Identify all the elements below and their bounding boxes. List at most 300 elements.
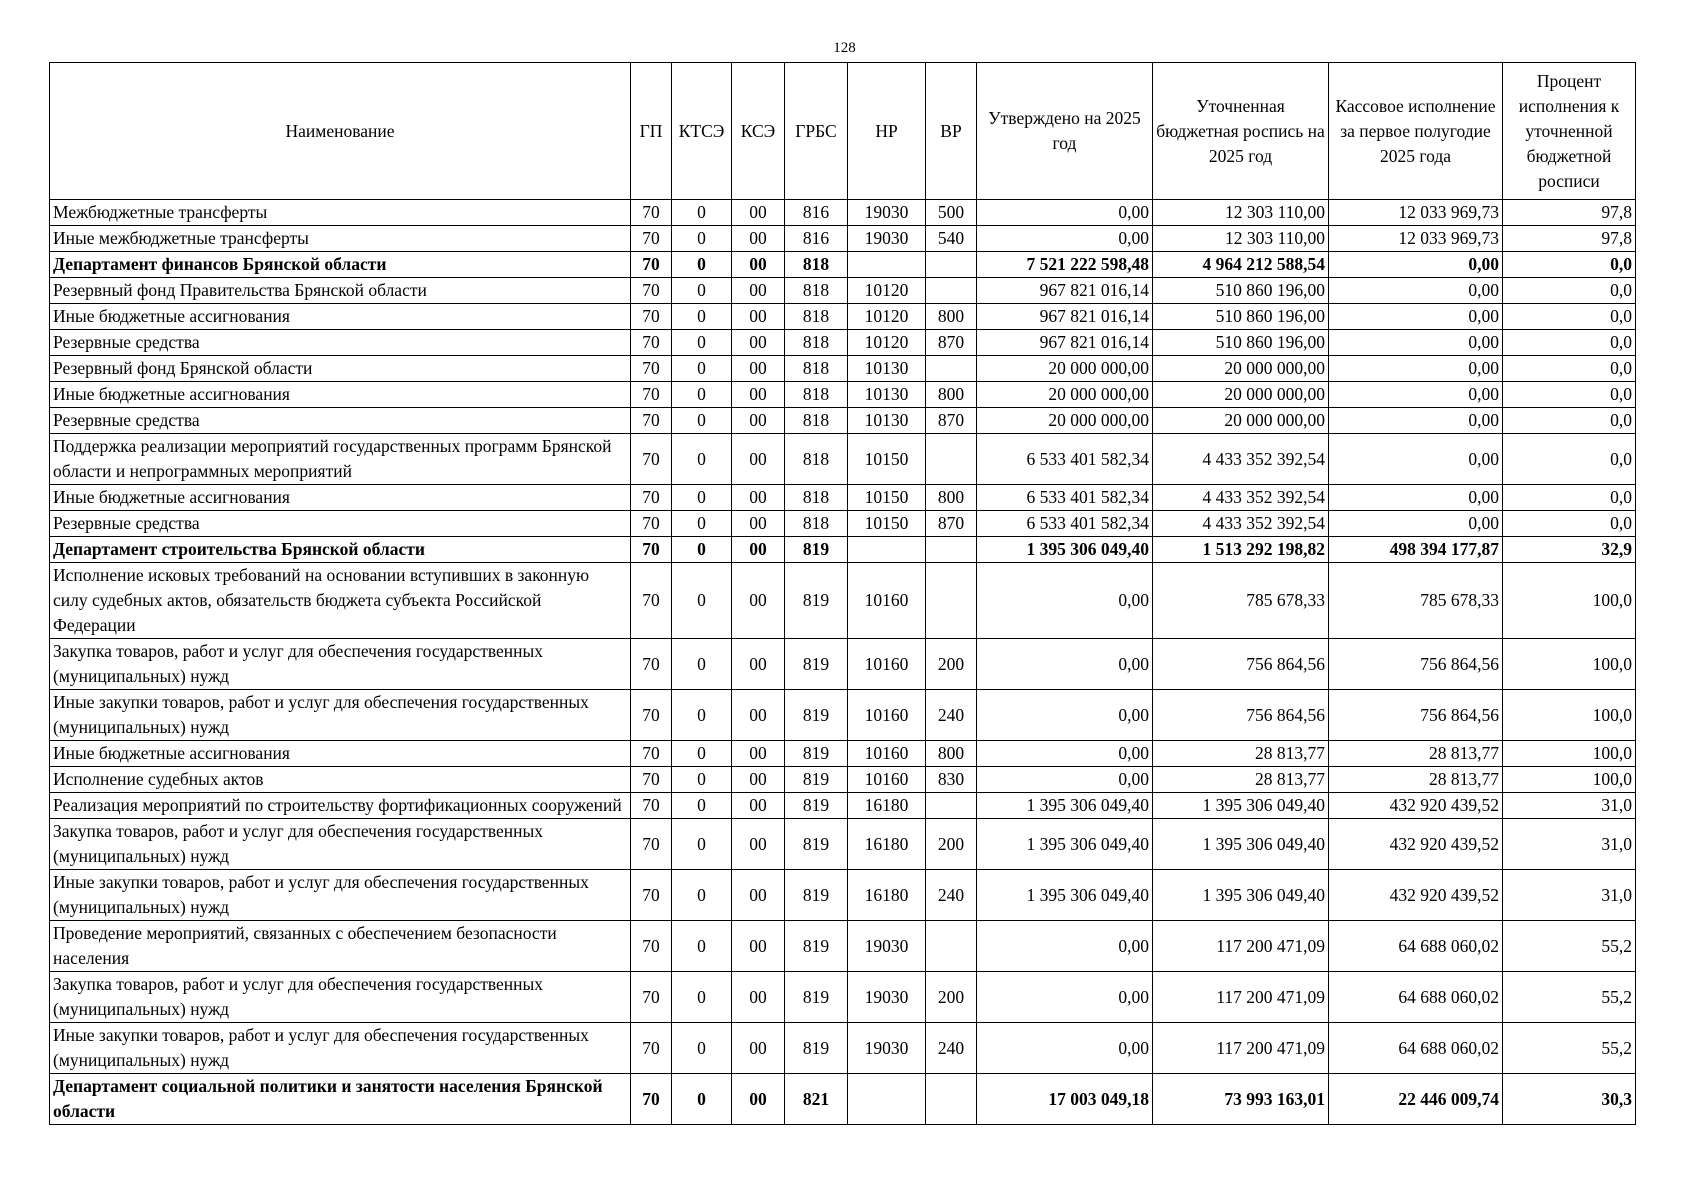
cell-refined: 117 200 471,09 bbox=[1153, 972, 1329, 1023]
cell-approved: 967 821 016,14 bbox=[977, 304, 1153, 330]
cell-kse: 00 bbox=[732, 819, 785, 870]
cell-approved: 6 533 401 582,34 bbox=[977, 511, 1153, 537]
header-approved: Утверждено на 2025 год bbox=[977, 63, 1153, 200]
cell-vr: 240 bbox=[926, 1023, 977, 1074]
cell-ktse: 0 bbox=[672, 690, 732, 741]
cell-name: Иные бюджетные ассигнования bbox=[50, 304, 631, 330]
cell-nr: 19030 bbox=[848, 921, 926, 972]
cell-approved: 6 533 401 582,34 bbox=[977, 485, 1153, 511]
table-row bbox=[50, 537, 1636, 563]
cell-percent: 55,2 bbox=[1503, 921, 1636, 972]
cell-name: Исполнение исковых требований на основании вступивших в законную силу судебных актов, обязательств бюджета субъекта Российской Федерации bbox=[50, 563, 631, 639]
cell-refined: 510 860 196,00 bbox=[1153, 330, 1329, 356]
cell-cash: 498 394 177,87 bbox=[1329, 537, 1503, 563]
cell-kse: 00 bbox=[732, 200, 785, 226]
cell-name: Департамент социальной политики и занятости населения Брянской области bbox=[50, 1074, 631, 1125]
cell-percent: 97,8 bbox=[1503, 226, 1636, 252]
cell-vr: 500 bbox=[926, 200, 977, 226]
cell-nr: 10130 bbox=[848, 408, 926, 434]
cell-name: Резервный фонд Правительства Брянской области bbox=[50, 278, 631, 304]
cell-ktse: 0 bbox=[672, 819, 732, 870]
table-row bbox=[50, 1074, 1636, 1125]
cell-approved: 0,00 bbox=[977, 690, 1153, 741]
cell-grbs: 818 bbox=[785, 511, 848, 537]
cell-grbs: 818 bbox=[785, 382, 848, 408]
cell-refined: 20 000 000,00 bbox=[1153, 408, 1329, 434]
cell-approved: 17 003 049,18 bbox=[977, 1074, 1153, 1125]
cell-kse: 00 bbox=[732, 1023, 785, 1074]
table-row bbox=[50, 382, 1636, 408]
cell-percent: 30,3 bbox=[1503, 1074, 1636, 1125]
cell-ktse: 0 bbox=[672, 793, 732, 819]
cell-refined: 4 433 352 392,54 bbox=[1153, 511, 1329, 537]
budget-table bbox=[49, 62, 1636, 1125]
cell-ktse: 0 bbox=[672, 639, 732, 690]
cell-ktse: 0 bbox=[672, 921, 732, 972]
cell-ktse: 0 bbox=[672, 330, 732, 356]
cell-kse: 00 bbox=[732, 767, 785, 793]
cell-grbs: 821 bbox=[785, 1074, 848, 1125]
table-row bbox=[50, 511, 1636, 537]
header-name: Наименование bbox=[50, 63, 631, 200]
cell-ktse: 0 bbox=[672, 511, 732, 537]
cell-approved: 20 000 000,00 bbox=[977, 408, 1153, 434]
cell-cash: 756 864,56 bbox=[1329, 690, 1503, 741]
cell-nr: 16180 bbox=[848, 819, 926, 870]
cell-gp: 70 bbox=[631, 741, 672, 767]
cell-name: Иные бюджетные ассигнования bbox=[50, 382, 631, 408]
cell-kse: 00 bbox=[732, 485, 785, 511]
cell-name: Закупка товаров, работ и услуг для обеспечения государственных (муниципальных) нужд bbox=[50, 972, 631, 1023]
cell-grbs: 819 bbox=[785, 972, 848, 1023]
cell-nr: 16180 bbox=[848, 793, 926, 819]
cell-cash: 0,00 bbox=[1329, 252, 1503, 278]
cell-nr: 10150 bbox=[848, 511, 926, 537]
cell-grbs: 816 bbox=[785, 200, 848, 226]
table-row bbox=[50, 972, 1636, 1023]
cell-grbs: 819 bbox=[785, 741, 848, 767]
cell-percent: 100,0 bbox=[1503, 767, 1636, 793]
cell-percent: 0,0 bbox=[1503, 434, 1636, 485]
header-gp: ГП bbox=[631, 63, 672, 200]
cell-name: Проведение мероприятий, связанных с обеспечением безопасности населения bbox=[50, 921, 631, 972]
cell-grbs: 818 bbox=[785, 304, 848, 330]
cell-vr bbox=[926, 793, 977, 819]
cell-percent: 0,0 bbox=[1503, 304, 1636, 330]
cell-ktse: 0 bbox=[672, 356, 732, 382]
cell-percent: 32,9 bbox=[1503, 537, 1636, 563]
cell-percent: 31,0 bbox=[1503, 819, 1636, 870]
cell-cash: 0,00 bbox=[1329, 408, 1503, 434]
cell-cash: 0,00 bbox=[1329, 278, 1503, 304]
cell-nr: 10160 bbox=[848, 639, 926, 690]
cell-grbs: 819 bbox=[785, 870, 848, 921]
cell-gp: 70 bbox=[631, 639, 672, 690]
cell-vr bbox=[926, 434, 977, 485]
cell-vr bbox=[926, 921, 977, 972]
cell-grbs: 818 bbox=[785, 330, 848, 356]
cell-nr: 19030 bbox=[848, 1023, 926, 1074]
cell-cash: 12 033 969,73 bbox=[1329, 226, 1503, 252]
cell-kse: 00 bbox=[732, 563, 785, 639]
cell-kse: 00 bbox=[732, 408, 785, 434]
cell-percent: 31,0 bbox=[1503, 793, 1636, 819]
cell-name: Поддержка реализации мероприятий государственных программ Брянской области и непрограммных мероприятий bbox=[50, 434, 631, 485]
table-row bbox=[50, 434, 1636, 485]
cell-refined: 1 395 306 049,40 bbox=[1153, 870, 1329, 921]
cell-approved: 6 533 401 582,34 bbox=[977, 434, 1153, 485]
cell-refined: 28 813,77 bbox=[1153, 767, 1329, 793]
cell-gp: 70 bbox=[631, 1074, 672, 1125]
cell-refined: 4 433 352 392,54 bbox=[1153, 485, 1329, 511]
cell-cash: 0,00 bbox=[1329, 511, 1503, 537]
cell-approved: 0,00 bbox=[977, 767, 1153, 793]
cell-cash: 64 688 060,02 bbox=[1329, 921, 1503, 972]
cell-nr: 10120 bbox=[848, 330, 926, 356]
cell-cash: 432 920 439,52 bbox=[1329, 793, 1503, 819]
cell-name: Иные закупки товаров, работ и услуг для обеспечения государственных (муниципальных) нужд bbox=[50, 870, 631, 921]
cell-cash: 12 033 969,73 bbox=[1329, 200, 1503, 226]
cell-ktse: 0 bbox=[672, 870, 732, 921]
cell-name: Департамент финансов Брянской области bbox=[50, 252, 631, 278]
cell-cash: 756 864,56 bbox=[1329, 639, 1503, 690]
cell-percent: 0,0 bbox=[1503, 511, 1636, 537]
cell-grbs: 819 bbox=[785, 767, 848, 793]
cell-gp: 70 bbox=[631, 226, 672, 252]
table-row bbox=[50, 278, 1636, 304]
cell-name: Иные межбюджетные трансферты bbox=[50, 226, 631, 252]
cell-name: Исполнение судебных актов bbox=[50, 767, 631, 793]
cell-kse: 00 bbox=[732, 537, 785, 563]
cell-gp: 70 bbox=[631, 819, 672, 870]
cell-name: Резервные средства bbox=[50, 408, 631, 434]
cell-name: Реализация мероприятий по строительству фортификационных сооружений bbox=[50, 793, 631, 819]
cell-nr: 16180 bbox=[848, 870, 926, 921]
table-row bbox=[50, 767, 1636, 793]
cell-name: Закупка товаров, работ и услуг для обеспечения государственных (муниципальных) нужд bbox=[50, 819, 631, 870]
cell-refined: 1 513 292 198,82 bbox=[1153, 537, 1329, 563]
header-grbs: ГРБС bbox=[785, 63, 848, 200]
cell-cash: 64 688 060,02 bbox=[1329, 972, 1503, 1023]
cell-ktse: 0 bbox=[672, 1074, 732, 1125]
cell-kse: 00 bbox=[732, 356, 785, 382]
cell-refined: 510 860 196,00 bbox=[1153, 304, 1329, 330]
table-row bbox=[50, 330, 1636, 356]
cell-gp: 70 bbox=[631, 921, 672, 972]
cell-percent: 100,0 bbox=[1503, 741, 1636, 767]
cell-percent: 0,0 bbox=[1503, 330, 1636, 356]
cell-vr bbox=[926, 278, 977, 304]
cell-approved: 1 395 306 049,40 bbox=[977, 870, 1153, 921]
table-row bbox=[50, 639, 1636, 690]
cell-vr: 870 bbox=[926, 408, 977, 434]
cell-vr: 800 bbox=[926, 485, 977, 511]
cell-refined: 510 860 196,00 bbox=[1153, 278, 1329, 304]
cell-grbs: 819 bbox=[785, 537, 848, 563]
cell-ktse: 0 bbox=[672, 226, 732, 252]
cell-cash: 28 813,77 bbox=[1329, 741, 1503, 767]
cell-approved: 0,00 bbox=[977, 226, 1153, 252]
cell-kse: 00 bbox=[732, 304, 785, 330]
cell-approved: 0,00 bbox=[977, 921, 1153, 972]
cell-kse: 00 bbox=[732, 870, 785, 921]
cell-vr: 200 bbox=[926, 972, 977, 1023]
cell-grbs: 819 bbox=[785, 563, 848, 639]
cell-vr: 870 bbox=[926, 330, 977, 356]
table-row bbox=[50, 304, 1636, 330]
cell-cash: 432 920 439,52 bbox=[1329, 819, 1503, 870]
cell-nr: 10130 bbox=[848, 382, 926, 408]
cell-refined: 73 993 163,01 bbox=[1153, 1074, 1329, 1125]
cell-ktse: 0 bbox=[672, 434, 732, 485]
cell-percent: 100,0 bbox=[1503, 690, 1636, 741]
header-row bbox=[50, 63, 1636, 200]
table-body bbox=[50, 200, 1636, 1125]
cell-percent: 0,0 bbox=[1503, 278, 1636, 304]
cell-refined: 12 303 110,00 bbox=[1153, 200, 1329, 226]
table-row bbox=[50, 870, 1636, 921]
cell-approved: 967 821 016,14 bbox=[977, 330, 1153, 356]
cell-gp: 70 bbox=[631, 537, 672, 563]
cell-gp: 70 bbox=[631, 793, 672, 819]
cell-approved: 0,00 bbox=[977, 972, 1153, 1023]
cell-refined: 756 864,56 bbox=[1153, 690, 1329, 741]
cell-nr: 19030 bbox=[848, 226, 926, 252]
cell-vr: 800 bbox=[926, 304, 977, 330]
cell-approved: 0,00 bbox=[977, 639, 1153, 690]
cell-percent: 97,8 bbox=[1503, 200, 1636, 226]
cell-name: Департамент строительства Брянской области bbox=[50, 537, 631, 563]
cell-name: Иные бюджетные ассигнования bbox=[50, 741, 631, 767]
cell-cash: 0,00 bbox=[1329, 304, 1503, 330]
header-cash: Кассовое исполнение за первое полугодие 2025 года bbox=[1329, 63, 1503, 200]
cell-nr: 10150 bbox=[848, 485, 926, 511]
cell-nr: 10120 bbox=[848, 278, 926, 304]
cell-vr bbox=[926, 563, 977, 639]
cell-ktse: 0 bbox=[672, 278, 732, 304]
cell-name: Резервные средства bbox=[50, 330, 631, 356]
cell-kse: 00 bbox=[732, 278, 785, 304]
table-row bbox=[50, 200, 1636, 226]
cell-kse: 00 bbox=[732, 382, 785, 408]
cell-gp: 70 bbox=[631, 382, 672, 408]
cell-grbs: 819 bbox=[785, 921, 848, 972]
header-nr: НР bbox=[848, 63, 926, 200]
cell-refined: 28 813,77 bbox=[1153, 741, 1329, 767]
cell-vr: 830 bbox=[926, 767, 977, 793]
cell-kse: 00 bbox=[732, 511, 785, 537]
table-row bbox=[50, 485, 1636, 511]
cell-vr: 240 bbox=[926, 870, 977, 921]
table-row bbox=[50, 690, 1636, 741]
cell-refined: 117 200 471,09 bbox=[1153, 921, 1329, 972]
cell-percent: 0,0 bbox=[1503, 252, 1636, 278]
cell-nr: 19030 bbox=[848, 200, 926, 226]
cell-ktse: 0 bbox=[672, 1023, 732, 1074]
table-row bbox=[50, 356, 1636, 382]
cell-gp: 70 bbox=[631, 972, 672, 1023]
cell-grbs: 818 bbox=[785, 408, 848, 434]
cell-nr: 10160 bbox=[848, 741, 926, 767]
cell-nr: 10150 bbox=[848, 434, 926, 485]
cell-ktse: 0 bbox=[672, 537, 732, 563]
cell-cash: 64 688 060,02 bbox=[1329, 1023, 1503, 1074]
cell-percent: 55,2 bbox=[1503, 1023, 1636, 1074]
cell-nr bbox=[848, 537, 926, 563]
header-ktse: КТСЭ bbox=[672, 63, 732, 200]
table-row bbox=[50, 252, 1636, 278]
cell-kse: 00 bbox=[732, 434, 785, 485]
cell-cash: 0,00 bbox=[1329, 485, 1503, 511]
cell-kse: 00 bbox=[732, 252, 785, 278]
cell-vr bbox=[926, 537, 977, 563]
cell-ktse: 0 bbox=[672, 741, 732, 767]
cell-gp: 70 bbox=[631, 304, 672, 330]
cell-name: Иные закупки товаров, работ и услуг для обеспечения государственных (муниципальных) нужд bbox=[50, 1023, 631, 1074]
cell-gp: 70 bbox=[631, 485, 672, 511]
cell-ktse: 0 bbox=[672, 563, 732, 639]
table-row bbox=[50, 921, 1636, 972]
cell-gp: 70 bbox=[631, 434, 672, 485]
cell-kse: 00 bbox=[732, 690, 785, 741]
cell-gp: 70 bbox=[631, 563, 672, 639]
header-vr: ВР bbox=[926, 63, 977, 200]
cell-ktse: 0 bbox=[672, 382, 732, 408]
cell-refined: 756 864,56 bbox=[1153, 639, 1329, 690]
cell-cash: 22 446 009,74 bbox=[1329, 1074, 1503, 1125]
cell-nr: 19030 bbox=[848, 972, 926, 1023]
cell-grbs: 819 bbox=[785, 639, 848, 690]
cell-approved: 7 521 222 598,48 bbox=[977, 252, 1153, 278]
cell-gp: 70 bbox=[631, 511, 672, 537]
cell-nr: 10160 bbox=[848, 767, 926, 793]
cell-approved: 0,00 bbox=[977, 741, 1153, 767]
cell-cash: 28 813,77 bbox=[1329, 767, 1503, 793]
cell-refined: 12 303 110,00 bbox=[1153, 226, 1329, 252]
cell-percent: 0,0 bbox=[1503, 408, 1636, 434]
cell-refined: 785 678,33 bbox=[1153, 563, 1329, 639]
cell-ktse: 0 bbox=[672, 408, 732, 434]
cell-nr: 10160 bbox=[848, 690, 926, 741]
cell-kse: 00 bbox=[732, 1074, 785, 1125]
cell-nr bbox=[848, 252, 926, 278]
cell-percent: 55,2 bbox=[1503, 972, 1636, 1023]
cell-approved: 0,00 bbox=[977, 563, 1153, 639]
cell-kse: 00 bbox=[732, 793, 785, 819]
cell-name: Резервные средства bbox=[50, 511, 631, 537]
cell-ktse: 0 bbox=[672, 972, 732, 1023]
cell-vr bbox=[926, 1074, 977, 1125]
cell-approved: 1 395 306 049,40 bbox=[977, 819, 1153, 870]
cell-percent: 100,0 bbox=[1503, 639, 1636, 690]
cell-cash: 432 920 439,52 bbox=[1329, 870, 1503, 921]
cell-percent: 0,0 bbox=[1503, 382, 1636, 408]
cell-vr bbox=[926, 252, 977, 278]
cell-kse: 00 bbox=[732, 921, 785, 972]
cell-vr: 800 bbox=[926, 382, 977, 408]
cell-grbs: 818 bbox=[785, 434, 848, 485]
cell-approved: 967 821 016,14 bbox=[977, 278, 1153, 304]
cell-percent: 100,0 bbox=[1503, 563, 1636, 639]
cell-refined: 117 200 471,09 bbox=[1153, 1023, 1329, 1074]
cell-refined: 20 000 000,00 bbox=[1153, 356, 1329, 382]
cell-refined: 1 395 306 049,40 bbox=[1153, 793, 1329, 819]
cell-gp: 70 bbox=[631, 870, 672, 921]
cell-vr: 240 bbox=[926, 690, 977, 741]
cell-kse: 00 bbox=[732, 741, 785, 767]
cell-nr: 10130 bbox=[848, 356, 926, 382]
cell-grbs: 818 bbox=[785, 485, 848, 511]
cell-ktse: 0 bbox=[672, 767, 732, 793]
cell-grbs: 819 bbox=[785, 819, 848, 870]
cell-cash: 0,00 bbox=[1329, 330, 1503, 356]
cell-vr bbox=[926, 356, 977, 382]
cell-approved: 1 395 306 049,40 bbox=[977, 537, 1153, 563]
cell-grbs: 818 bbox=[785, 278, 848, 304]
cell-name: Закупка товаров, работ и услуг для обеспечения государственных (муниципальных) нужд bbox=[50, 639, 631, 690]
cell-gp: 70 bbox=[631, 330, 672, 356]
cell-cash: 0,00 bbox=[1329, 382, 1503, 408]
cell-grbs: 819 bbox=[785, 793, 848, 819]
cell-refined: 1 395 306 049,40 bbox=[1153, 819, 1329, 870]
table-row bbox=[50, 819, 1636, 870]
cell-refined: 20 000 000,00 bbox=[1153, 382, 1329, 408]
cell-name: Иные закупки товаров, работ и услуг для обеспечения государственных (муниципальных) нужд bbox=[50, 690, 631, 741]
cell-vr: 200 bbox=[926, 639, 977, 690]
cell-kse: 00 bbox=[732, 972, 785, 1023]
cell-refined: 4 433 352 392,54 bbox=[1153, 434, 1329, 485]
cell-gp: 70 bbox=[631, 408, 672, 434]
cell-grbs: 819 bbox=[785, 690, 848, 741]
cell-ktse: 0 bbox=[672, 200, 732, 226]
cell-grbs: 818 bbox=[785, 252, 848, 278]
table-row bbox=[50, 793, 1636, 819]
cell-ktse: 0 bbox=[672, 252, 732, 278]
cell-approved: 0,00 bbox=[977, 1023, 1153, 1074]
header-percent: Процент исполнения к уточненной бюджетной росписи bbox=[1503, 63, 1636, 200]
header-refined: Уточненная бюджетная роспись на 2025 год bbox=[1153, 63, 1329, 200]
cell-gp: 70 bbox=[631, 1023, 672, 1074]
cell-nr: 10160 bbox=[848, 563, 926, 639]
table-row bbox=[50, 408, 1636, 434]
cell-name: Иные бюджетные ассигнования bbox=[50, 485, 631, 511]
cell-percent: 31,0 bbox=[1503, 870, 1636, 921]
cell-gp: 70 bbox=[631, 690, 672, 741]
cell-nr bbox=[848, 1074, 926, 1125]
cell-approved: 20 000 000,00 bbox=[977, 382, 1153, 408]
cell-kse: 00 bbox=[732, 330, 785, 356]
cell-gp: 70 bbox=[631, 252, 672, 278]
cell-vr: 870 bbox=[926, 511, 977, 537]
cell-refined: 4 964 212 588,54 bbox=[1153, 252, 1329, 278]
cell-vr: 200 bbox=[926, 819, 977, 870]
table-row bbox=[50, 741, 1636, 767]
cell-ktse: 0 bbox=[672, 485, 732, 511]
cell-vr: 800 bbox=[926, 741, 977, 767]
cell-grbs: 819 bbox=[785, 1023, 848, 1074]
cell-name: Резервный фонд Брянской области bbox=[50, 356, 631, 382]
cell-grbs: 818 bbox=[785, 356, 848, 382]
page-number: 128 bbox=[833, 40, 856, 56]
header-kse: КСЭ bbox=[732, 63, 785, 200]
cell-kse: 00 bbox=[732, 226, 785, 252]
cell-gp: 70 bbox=[631, 278, 672, 304]
cell-ktse: 0 bbox=[672, 304, 732, 330]
cell-grbs: 816 bbox=[785, 226, 848, 252]
cell-percent: 0,0 bbox=[1503, 485, 1636, 511]
cell-name: Межбюджетные трансферты bbox=[50, 200, 631, 226]
cell-cash: 0,00 bbox=[1329, 434, 1503, 485]
